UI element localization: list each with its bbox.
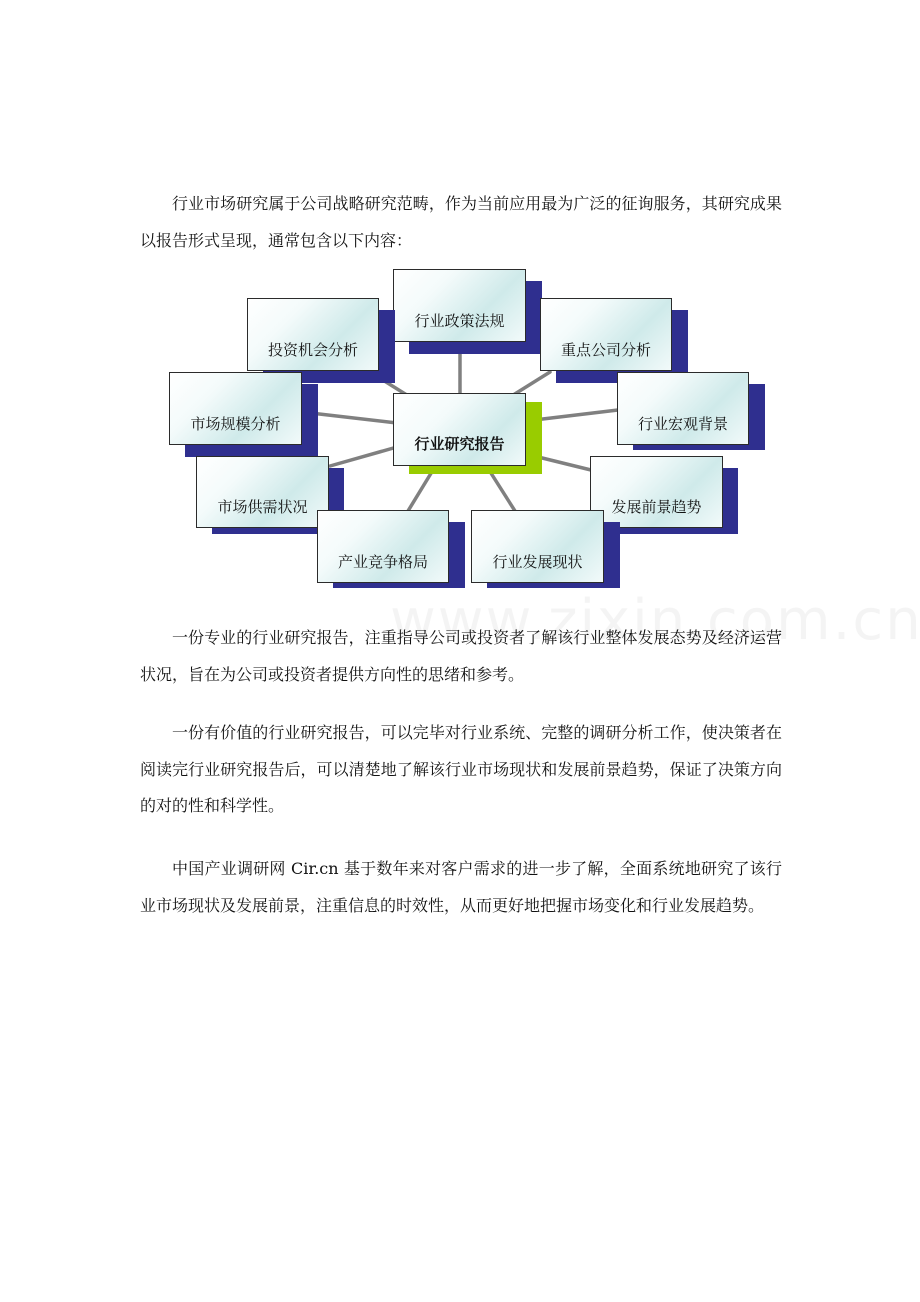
node-label: 行业政策法规 [414, 312, 505, 330]
paragraph-professional-report: 一份专业的行业研究报告，注重指导公司或投资者了解该行业整体发展态势及经济运营状况，旨在为公司或投资者提供方向性的思绪和参考。 [140, 628, 782, 684]
node-label: 发展前景趋势 [611, 498, 702, 516]
center-node [393, 393, 526, 466]
center-node-label: 行业研究报告 [414, 435, 505, 453]
intro-paragraph: 行业市场研究属于公司战略研究范畴，作为当前应用最为广泛的征询服务，其研究成果以报告形式呈现，通常包含以下内容： [140, 194, 782, 250]
node-competition-landscape [317, 510, 449, 583]
connector-line [408, 470, 433, 511]
node-supply-demand [196, 456, 329, 528]
node-investment-opportunity [247, 298, 379, 371]
node-macro-background [617, 372, 749, 445]
node-label: 投资机会分析 [267, 341, 358, 359]
node-development-prospect [590, 456, 723, 528]
paragraph-cir-cn: 中国产业调研网 Cir.cn 基于数年来对客户需求的进一步了解，全面系统地研究了该行业市场现状及发展前景，注重信息的时效性，从而更好地把握市场变化和行业发展趋势。 [140, 859, 782, 915]
node-label: 行业宏观背景 [637, 415, 728, 433]
node-label: 市场供需状况 [217, 498, 308, 516]
node-label: 行业发展现状 [492, 553, 583, 571]
node-label: 产业竞争格局 [337, 553, 428, 571]
node-industry-status [471, 510, 604, 583]
node-key-companies [540, 298, 672, 371]
node-label: 重点公司分析 [560, 341, 651, 359]
node-industry-policy [393, 269, 526, 342]
paragraph-valuable-report: 一份有价值的行业研究报告，可以完毕对行业系统、完整的调研分析工作，使决策者在阅读完行业研究报告后，可以清楚地了解该行业市场现状和发展前景趋势，保证了决策方向的对的性和科学性。 [140, 723, 782, 815]
connector-line [330, 447, 397, 466]
connector-line [489, 470, 515, 511]
node-label: 市场规模分析 [190, 415, 281, 433]
node-market-size [169, 372, 302, 445]
